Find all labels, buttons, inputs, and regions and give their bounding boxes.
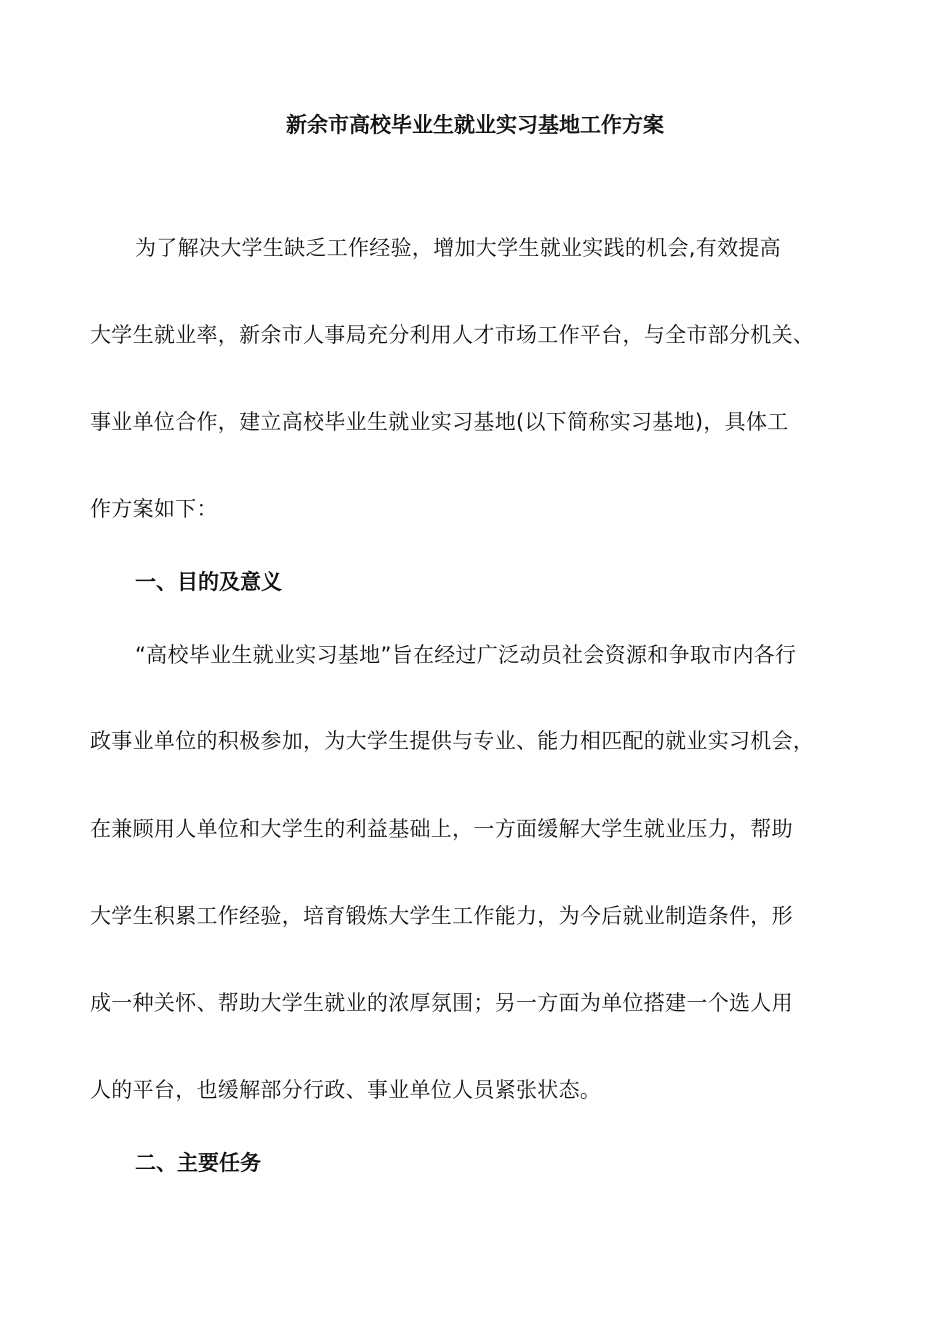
section-1-line-6: 人的平台，也缓解部分行政、事业单位人员紧张状态。 <box>90 1078 602 1102</box>
section-1-line-1: “高校毕业生就业实习基地”旨在经过广泛动员社会资源和争取市内各行 <box>135 643 797 667</box>
document-title: 新余市高校毕业生就业实习基地工作方案 <box>286 113 664 137</box>
intro-line-1: 为了解决大学生缺乏工作经验，增加大学生就业实践的机会,有效提高 <box>135 236 781 260</box>
section-1-line-4: 大学生积累工作经验，培育锻炼大学生工作能力，为今后就业制造条件，形 <box>90 904 793 928</box>
intro-line-4: 作方案如下： <box>90 497 218 521</box>
section-1-line-2: 政事业单位的积极参加，为大学生提供与专业、能力相匹配的就业实习机会， <box>90 729 815 753</box>
section-1-heading: 一、目的及意义 <box>135 570 282 594</box>
section-1-line-3: 在兼顾用人单位和大学生的利益基础上，一方面缓解大学生就业压力，帮助 <box>90 817 793 841</box>
intro-line-3: 事业单位合作，建立高校毕业生就业实习基地(以下简称实习基地)，具体工 <box>90 410 789 434</box>
section-2-heading: 二、主要任务 <box>135 1151 261 1175</box>
intro-line-2: 大学生就业率，新余市人事局充分利用人才市场工作平台，与全市部分机关、 <box>90 323 815 347</box>
section-1-line-5: 成一种关怀、帮助大学生就业的浓厚氛围；另一方面为单位搭建一个选人用 <box>90 991 793 1015</box>
